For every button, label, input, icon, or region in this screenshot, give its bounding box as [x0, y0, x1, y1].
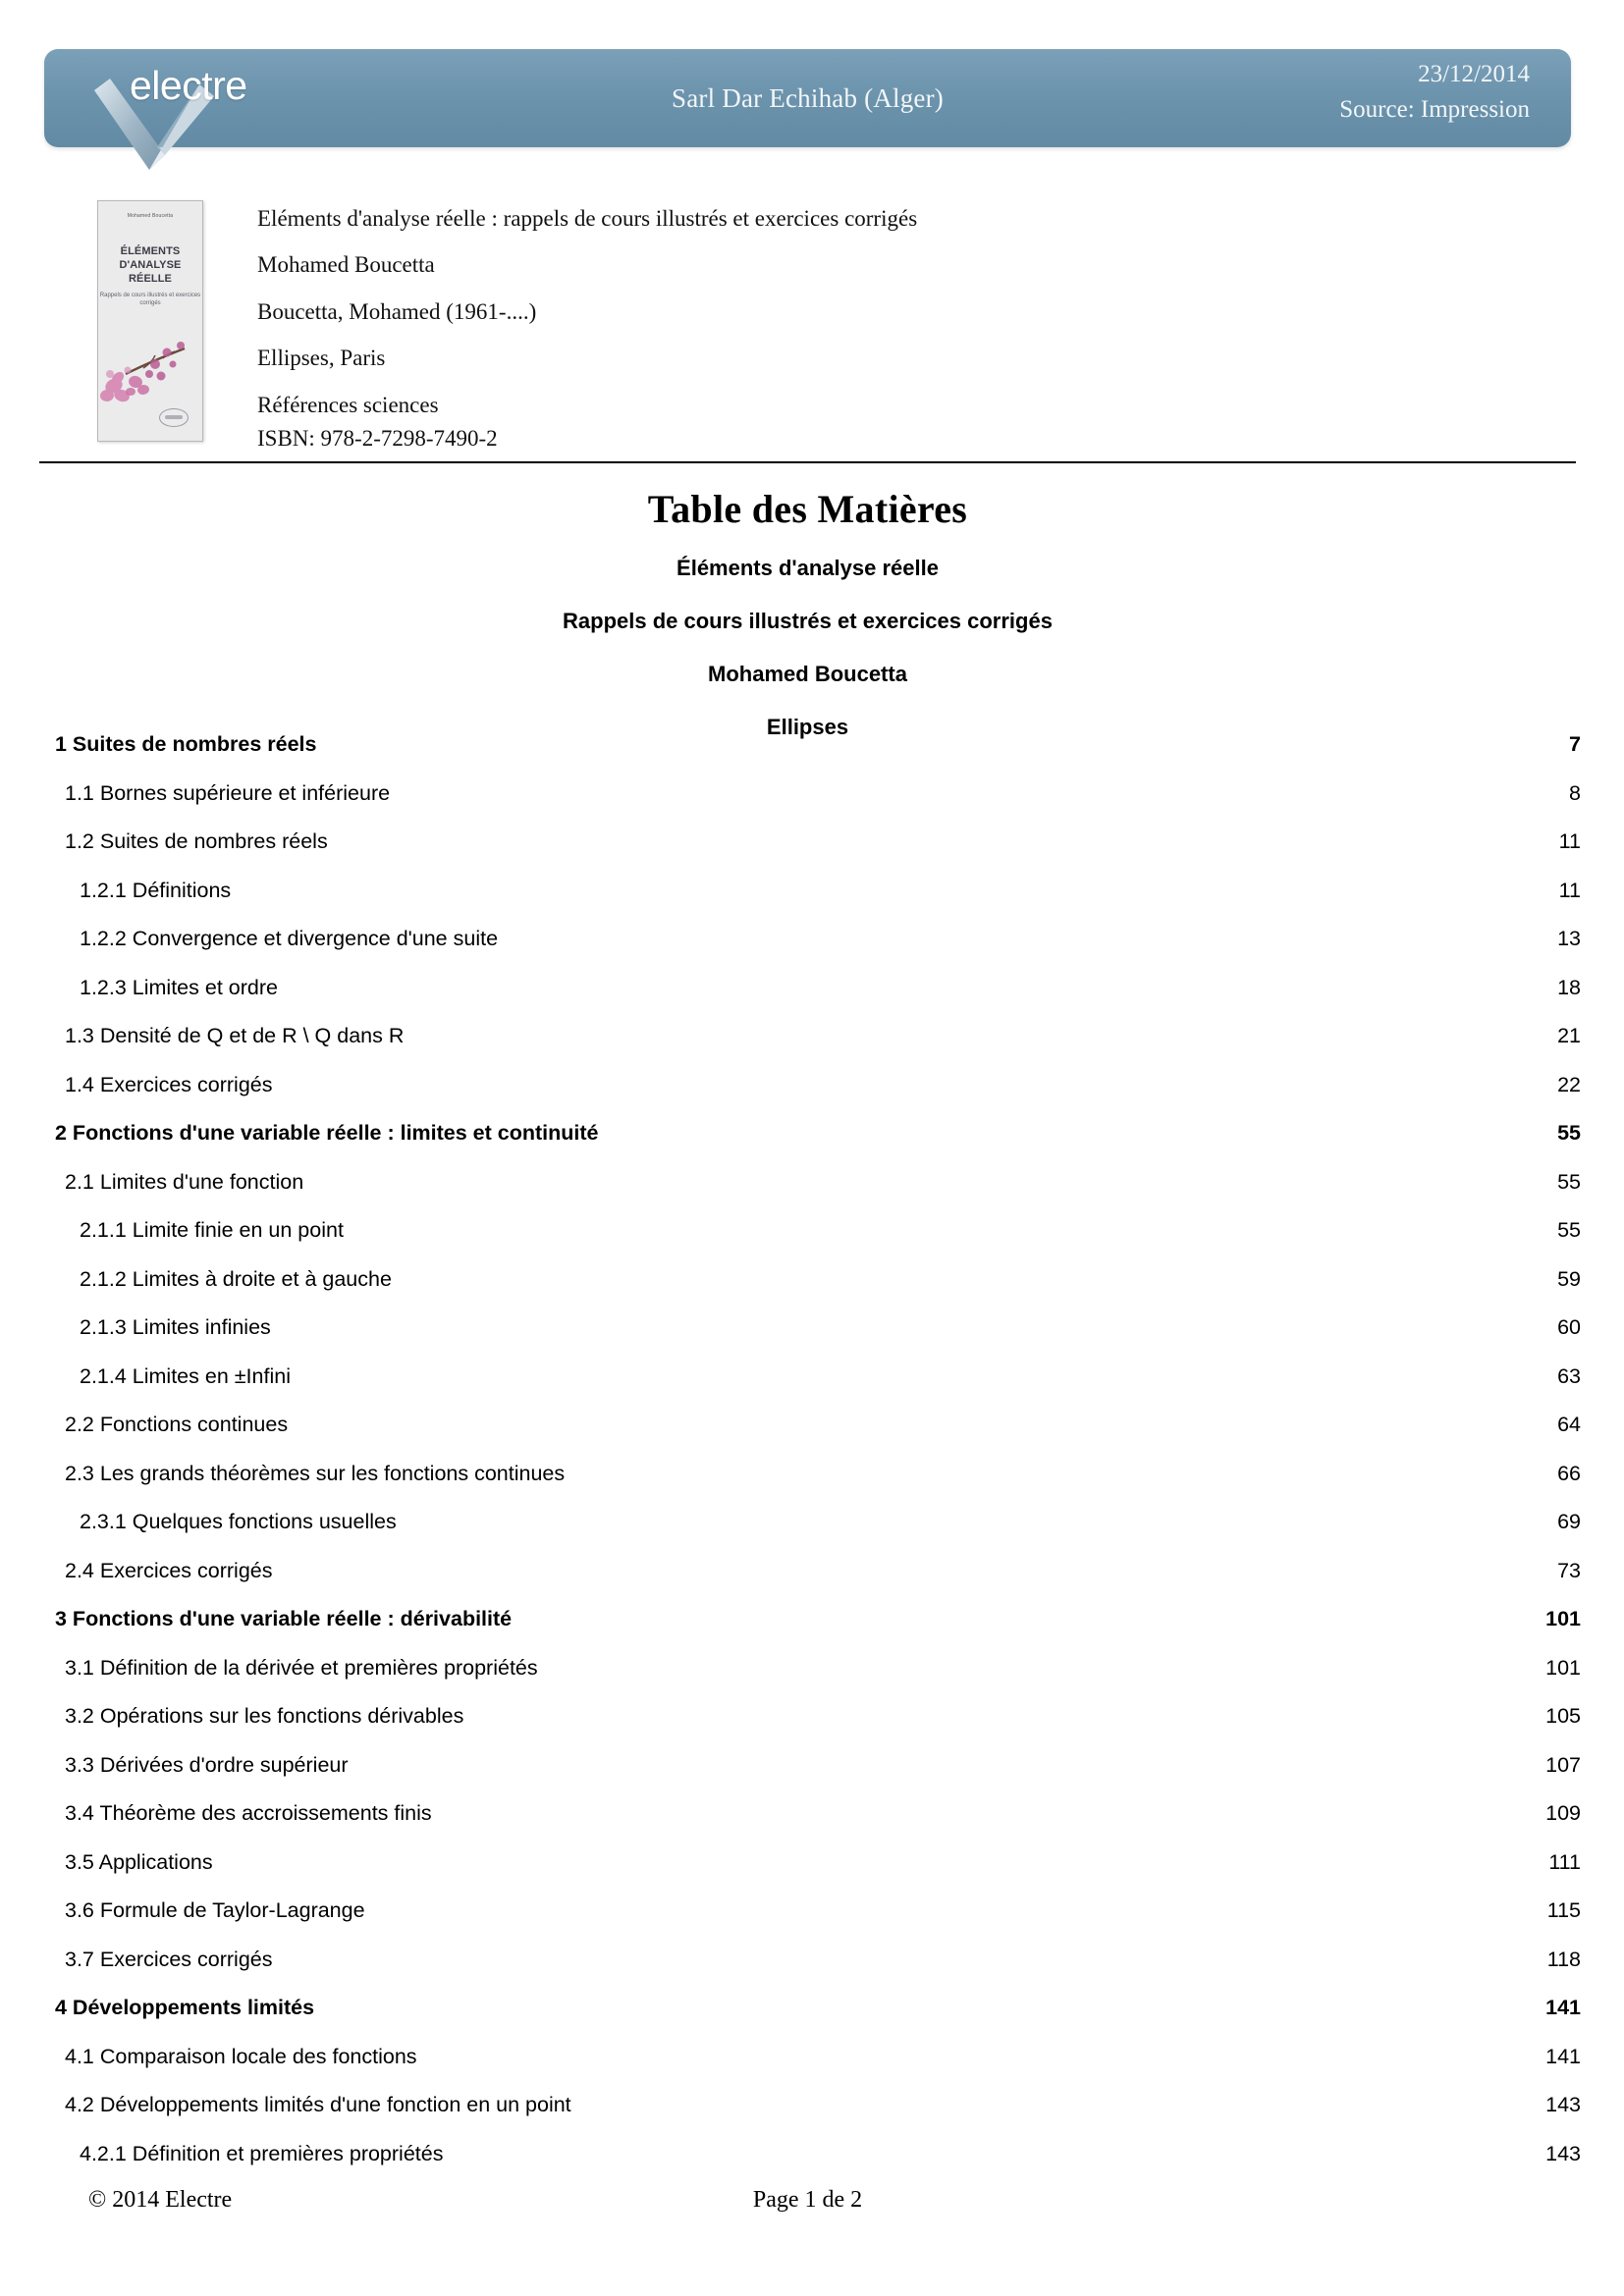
toc-entry-page: 115	[1546, 1898, 1581, 1922]
toc-entry-page: 55	[1557, 1169, 1581, 1194]
footer-copyright: © 2014 Electre	[88, 2187, 233, 2213]
toc-entry-page: 66	[1557, 1461, 1581, 1485]
toc-entry-page: 59	[1557, 1266, 1581, 1291]
cover-imprint-logo	[159, 408, 189, 427]
toc-entry-label: 3.2 Opérations sur les fonctions dérivables	[65, 1704, 464, 1728]
toc-entry-page: 11	[1558, 829, 1581, 853]
toc-entry-label: 3.1 Définition de la dérivée et premières propriétés	[65, 1655, 538, 1680]
toc-entry[interactable]	[39, 1949, 1581, 1999]
toc-entry-page: 101	[1545, 1607, 1581, 1630]
footer-pagination: Page 1 de 2	[752, 2187, 863, 2213]
toc-entry-label: 3.3 Dérivées d'ordre supérieur	[65, 1752, 349, 1777]
toc-entry[interactable]	[39, 1169, 1581, 1221]
toc-entry[interactable]	[39, 1512, 1581, 1561]
toc-entry-page: 118	[1546, 1947, 1581, 1971]
book-publisher: Ellipses, Paris	[257, 346, 386, 371]
toc-entry-label: 3.6 Formule de Taylor-Lagrange	[65, 1898, 365, 1922]
book-metadata	[257, 206, 1435, 460]
toc-entry-label: 2 Fonctions d'une variable réelle : limites et continuité	[55, 1121, 599, 1145]
cover-blossom-artwork	[98, 313, 202, 421]
toc-subtitle-work: Éléments d'analyse réelle	[677, 556, 939, 580]
toc-entry-page: 107	[1545, 1752, 1581, 1777]
toc-subtitle-tagline: Rappels de cours illustrés et exercices corrigés	[563, 609, 1053, 633]
toc-entry[interactable]	[39, 1655, 1581, 1707]
toc-entry-label: 1.2.2 Convergence et divergence d'une suite	[80, 927, 499, 950]
toc-entry[interactable]	[39, 1317, 1581, 1366]
book-isbn: ISBN: 978-2-7298-7490-2	[257, 426, 498, 452]
toc-entry-page: 13	[1557, 927, 1581, 950]
toc-entry-page: 69	[1557, 1510, 1581, 1533]
book-title: Eléments d'analyse réelle : rappels de cours illustrés et exercices corrigés	[257, 206, 918, 231]
book-author-indexed: Boucetta, Mohamed (1961-....)	[257, 298, 537, 324]
toc-entry-page: 141	[1545, 1996, 1581, 2019]
toc-entry[interactable]	[39, 1123, 1581, 1172]
toc-entry-page: 7	[1569, 732, 1581, 756]
toc-entry-page: 18	[1557, 975, 1581, 999]
toc-entry-label: 4.2.1 Définition et premières propriétés	[80, 2141, 444, 2165]
toc-entry[interactable]	[39, 975, 1581, 1027]
toc-entry-label: 2.1.3 Limites infinies	[80, 1315, 271, 1339]
toc-entry[interactable]	[39, 929, 1581, 978]
toc-entry[interactable]	[39, 1220, 1581, 1269]
toc-entry-label: 4.1 Comparaison locale des fonctions	[65, 2044, 417, 2068]
toc-entry-page: 143	[1545, 2141, 1581, 2165]
toc-entry-label: 1.3 Densité de Q et de R \ Q dans R	[65, 1024, 405, 1047]
toc-entry[interactable]	[39, 831, 1581, 881]
toc-entry-page: 21	[1557, 1024, 1581, 1047]
toc-entry[interactable]	[39, 1752, 1581, 1804]
toc-entry[interactable]	[39, 1026, 1581, 1075]
toc-entry-label: 4.2 Développements limités d'une fonction en un point	[65, 2093, 571, 2116]
toc-entry-label: 2.1.1 Limite finie en un point	[80, 1218, 344, 1242]
toc-entry-label: 4 Développements limités	[55, 1996, 315, 2019]
toc-entry[interactable]	[39, 2095, 1581, 2144]
toc-entry-label: 1.2 Suites de nombres réels	[65, 829, 328, 853]
toc-heading-block	[39, 486, 1576, 740]
toc-entry-label: 2.1.4 Limites en ±Infini	[80, 1363, 291, 1388]
toc-entry-page: 109	[1545, 1801, 1581, 1825]
toc-entry-page: 11	[1558, 878, 1581, 902]
toc-entry[interactable]	[39, 2141, 1581, 2193]
toc-entry-page: 55	[1557, 1218, 1581, 1242]
toc-entry-label: 3 Fonctions d'une variable réelle : dérivabilité	[55, 1607, 513, 1630]
toc-entry-label: 3.5 Applications	[65, 1849, 213, 1874]
toc-entry[interactable]	[39, 734, 1581, 783]
header-company-name: Sarl Dar Echihab (Alger)	[672, 82, 944, 113]
logo-wordmark: electre	[130, 63, 247, 108]
toc-entry-label: 1.2.3 Limites et ordre	[80, 975, 278, 999]
toc-entry[interactable]	[39, 878, 1581, 930]
toc-entry[interactable]	[39, 1072, 1581, 1124]
toc-entry-label: 2.4 Exercices corrigés	[65, 1558, 273, 1582]
cover-author: Mohamed Boucetta	[127, 213, 174, 219]
toc-entry[interactable]	[39, 1558, 1581, 1610]
toc-entry-label: 3.7 Exercices corrigés	[65, 1947, 273, 1971]
toc-entry-page: 105	[1545, 1704, 1581, 1728]
toc-entry-page: 8	[1569, 780, 1581, 805]
toc-entry[interactable]	[39, 1363, 1581, 1415]
toc-entry[interactable]	[39, 1266, 1581, 1318]
toc-entry-label: 1 Suites de nombres réels	[55, 732, 317, 756]
toc-entry-page: 22	[1557, 1072, 1581, 1096]
toc-entry[interactable]	[39, 1849, 1581, 1901]
header-source: Source: Impression	[1339, 95, 1530, 123]
toc-entry[interactable]	[39, 1706, 1581, 1755]
toc-entry-label: 2.1.2 Limites à droite et à gauche	[80, 1266, 392, 1291]
book-collection: Références sciences	[257, 392, 439, 417]
toc-entry-page: 101	[1545, 1655, 1581, 1680]
toc-entry-label: 1.4 Exercices corrigés	[65, 1072, 273, 1096]
page-title: Table des Matières	[647, 487, 968, 531]
toc-entry-label: 2.3 Les grands théorèmes sur les fonctions continues	[65, 1461, 566, 1485]
toc-entry-label: 2.1 Limites d'une fonction	[65, 1169, 304, 1194]
book-cover-thumbnail	[97, 200, 203, 442]
toc-entry-page: 55	[1557, 1121, 1581, 1145]
header-divider	[39, 461, 1576, 463]
cover-subtitle: Rappels de cours illustrés et exercices corrigés	[99, 293, 201, 307]
toc-entry[interactable]	[39, 780, 1581, 832]
toc-entry[interactable]	[39, 1900, 1581, 1949]
toc-entry[interactable]	[39, 1415, 1581, 1464]
toc-entry[interactable]	[39, 1461, 1581, 1513]
toc-entry-label: 3.4 Théorème des accroissements finis	[65, 1801, 432, 1825]
toc-subtitle-author: Mohamed Boucetta	[708, 662, 907, 686]
book-author: Mohamed Boucetta	[257, 252, 435, 278]
toc-entry[interactable]	[39, 1803, 1581, 1852]
toc-entry-page: 73	[1557, 1558, 1581, 1582]
toc-entry[interactable]	[39, 1998, 1581, 2047]
toc-entry-page: 64	[1557, 1413, 1581, 1436]
toc-entry-label: 2.2 Fonctions continues	[65, 1413, 289, 1436]
toc-entry-page: 141	[1545, 2044, 1581, 2068]
toc-entry[interactable]	[39, 1609, 1581, 1658]
electre-logo	[88, 51, 304, 174]
toc-subtitle-publisher: Ellipses	[766, 715, 849, 739]
toc-entry-label: 1.2.1 Définitions	[80, 878, 232, 902]
toc-entry[interactable]	[39, 2044, 1581, 2096]
toc-entry-page: 143	[1545, 2093, 1581, 2116]
header-meta	[1339, 57, 1530, 127]
toc-entry-label: 1.1 Bornes supérieure et inférieure	[65, 780, 391, 805]
toc-entry-label: 2.3.1 Quelques fonctions usuelles	[80, 1510, 397, 1533]
toc-entry-page: 60	[1557, 1315, 1581, 1339]
toc-entry-page: 111	[1548, 1849, 1581, 1874]
toc-entry-page: 63	[1557, 1363, 1581, 1388]
header-date: 23/12/2014	[1418, 61, 1530, 87]
cover-title: ÉLÉMENTS D'ANALYSE RÉELLE	[119, 245, 182, 286]
table-of-contents	[39, 734, 1581, 2192]
